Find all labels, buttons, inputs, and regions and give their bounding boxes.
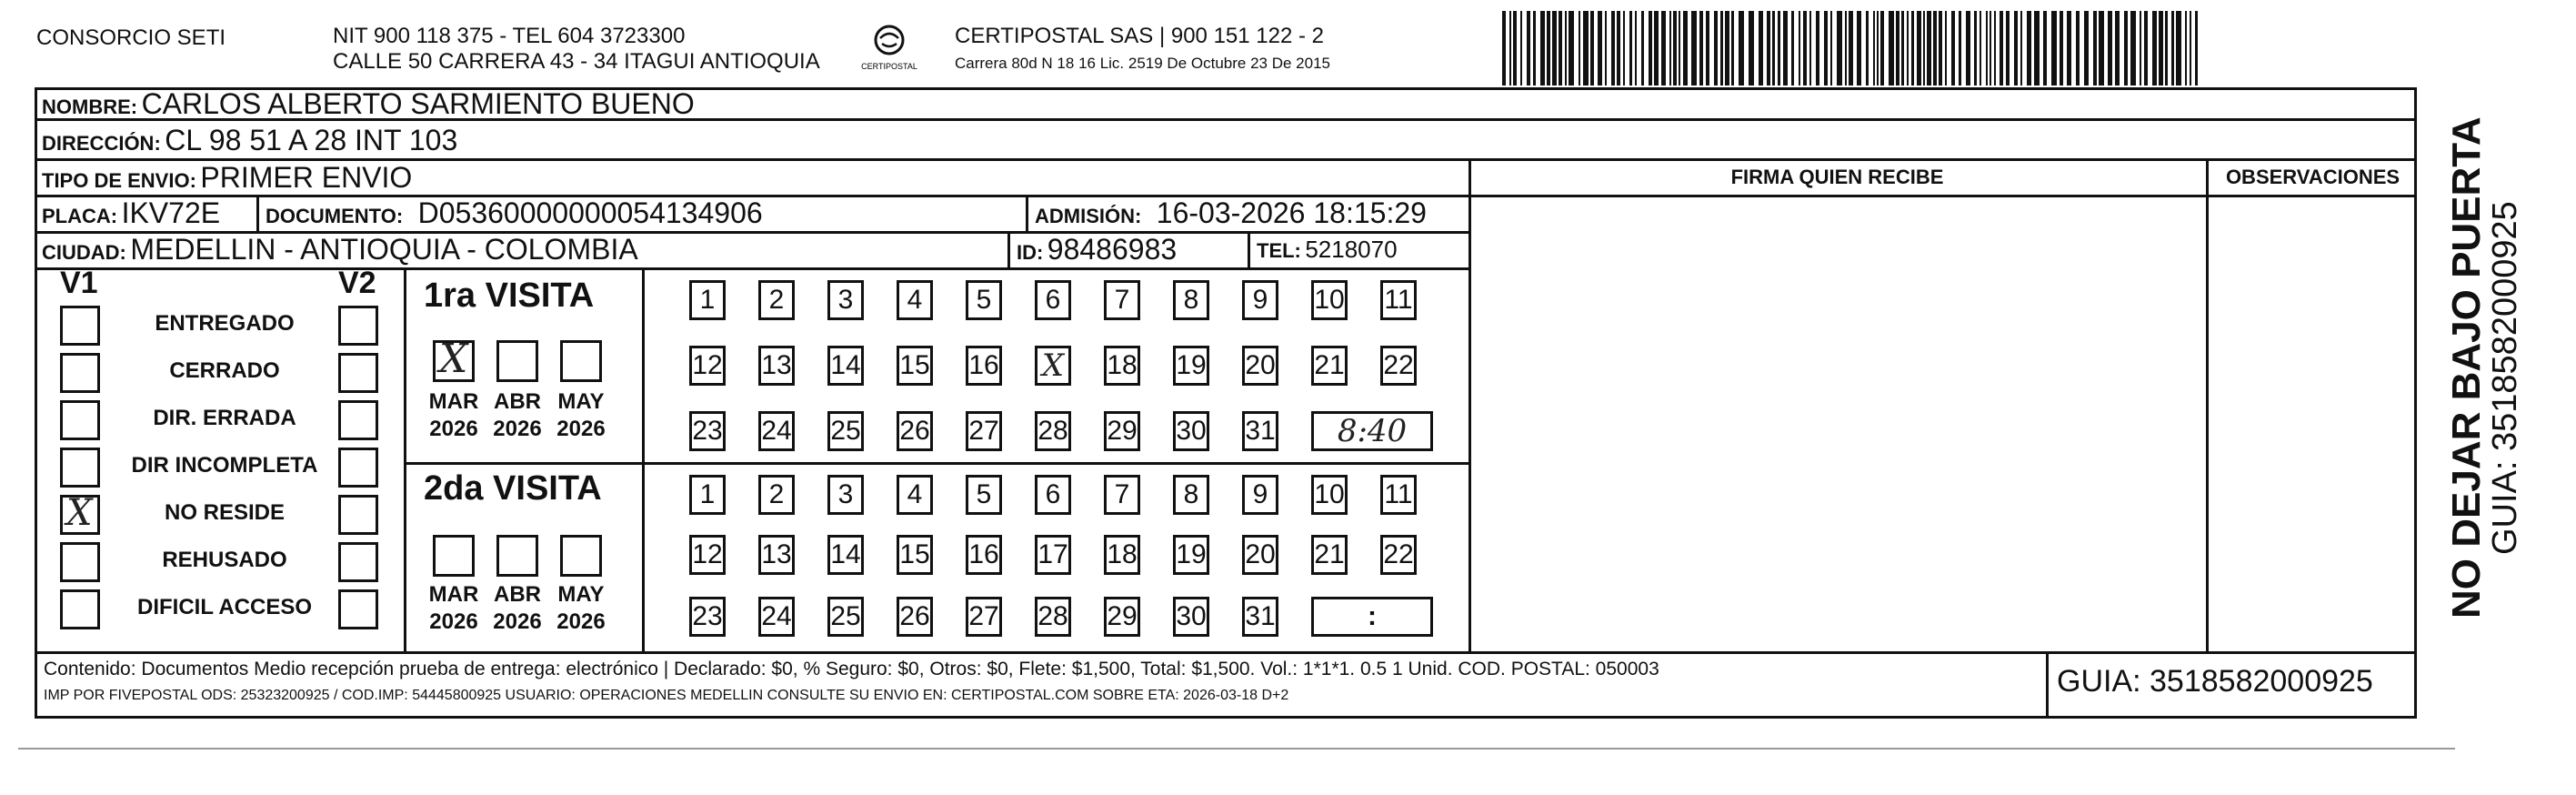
admision-value: 16-03-2026 18:15:29 <box>1156 196 1427 229</box>
v1-check-mark: X <box>66 492 93 534</box>
first-visit-day-box[interactable]: 19 <box>1173 346 1209 386</box>
first-visit-month-checkbox[interactable] <box>433 336 475 382</box>
side-guia: GUIA: 3518582000925 <box>2486 201 2524 555</box>
v1-checkbox[interactable] <box>60 448 100 488</box>
first-visit-month-mark: X <box>439 336 468 382</box>
first-visit-day-box[interactable]: 23 <box>689 411 726 451</box>
tipo-envio-label: TIPO DE ENVIO: <box>42 169 196 192</box>
status-label: CERRADO <box>169 358 280 383</box>
v2-label: V2 <box>338 266 376 300</box>
first-visit-day-box[interactable]: 9 <box>1242 280 1278 320</box>
first-visit-day-box[interactable]: 29 <box>1104 411 1140 451</box>
second-visit-day-box[interactable]: 24 <box>758 597 795 637</box>
second-visit-day-box[interactable]: 20 <box>1242 535 1278 575</box>
first-visit-time-box[interactable] <box>1311 411 1433 451</box>
status-label: ENTREGADO <box>155 311 295 336</box>
observaciones-header: OBSERVACIONES <box>2225 166 2401 188</box>
second-visit-day-box[interactable]: 11 <box>1380 475 1417 515</box>
v1-checkbox[interactable] <box>60 589 100 629</box>
first-visit-day-box[interactable]: 16 <box>966 346 1002 386</box>
second-visit-day-box[interactable]: 21 <box>1311 535 1348 575</box>
second-visit-day-box[interactable]: 16 <box>966 535 1002 575</box>
v1-checkbox[interactable] <box>60 353 100 393</box>
second-visit-day-box[interactable]: 10 <box>1311 475 1348 515</box>
placa-label: PLACA: <box>42 205 118 227</box>
no-dejar-bajo-puerta: NO DEJAR BAJO PUERTA <box>2444 116 2489 619</box>
id-label: ID: <box>1017 241 1044 264</box>
second-visit-year-label: 2026 <box>429 609 478 634</box>
first-visit-day-box[interactable]: 20 <box>1242 346 1278 386</box>
status-label: DIR. ERRADA <box>153 406 296 430</box>
barcode <box>1502 11 2202 86</box>
v2-checkbox[interactable] <box>338 589 378 629</box>
second-visit-month-label: ABR <box>494 582 541 607</box>
v2-checkbox[interactable] <box>338 353 378 393</box>
v2-checkbox[interactable] <box>338 542 378 582</box>
first-visit-day-box[interactable]: 8 <box>1173 280 1209 320</box>
first-visit-day-box[interactable]: 27 <box>966 411 1002 451</box>
documento-label: DOCUMENTO: <box>266 205 404 227</box>
second-visit-day-box[interactable]: 1 <box>689 475 726 515</box>
admision-label: ADMISIÓN: <box>1035 205 1142 227</box>
first-visit-day-box[interactable]: 6 <box>1035 280 1071 320</box>
cut-line <box>18 748 2455 750</box>
company-name: CONSORCIO SETI <box>36 25 226 50</box>
status-label: DIR INCOMPLETA <box>131 453 318 478</box>
v1-checkbox[interactable] <box>60 492 100 535</box>
first-visit-day-box[interactable]: 30 <box>1173 411 1209 451</box>
second-visit-day-box[interactable]: 17 <box>1035 535 1071 575</box>
imp-text: IMP POR FIVEPOSTAL ODS: 25323200925 / COD.IMP: 54445800925 USUARIO: OPERACIONES MEDELLIN CONSULTE SU ENVIO EN: CERTIPOSTAL.COM SOBRE ETA: 2026-03-18 D+2 <box>44 688 1289 703</box>
second-visit-day-box[interactable]: 14 <box>827 535 864 575</box>
first-visit-day-box[interactable]: 25 <box>827 411 864 451</box>
firma-header: FIRMA QUIEN RECIBE <box>1730 166 1944 188</box>
second-visit-day-box[interactable]: 3 <box>827 475 864 515</box>
second-visit-day-box[interactable]: 5 <box>966 475 1002 515</box>
guia-footer: GUIA: 3518582000925 <box>2057 664 2373 699</box>
direccion-value: CL 98 51 A 28 INT 103 <box>165 124 458 156</box>
certipostal-logo <box>860 20 918 78</box>
first-visit-time-text: 8:40 <box>1337 413 1408 449</box>
first-visit-day-mark: X <box>1041 347 1065 384</box>
id-value: 98486983 <box>1047 233 1178 266</box>
first-visit-month-label: MAR <box>428 389 479 414</box>
first-visit-day-box[interactable]: 4 <box>897 280 933 320</box>
admision-field <box>1035 196 1427 236</box>
v2-checkbox[interactable] <box>338 495 378 535</box>
second-visit-day-box[interactable]: 15 <box>897 535 933 575</box>
v1-checkbox[interactable] <box>60 400 100 440</box>
second-visit-day-box[interactable]: 29 <box>1104 597 1140 637</box>
documento-field <box>266 196 763 236</box>
second-visit-day-box[interactable]: 6 <box>1035 475 1071 515</box>
first-visit-year-label: 2026 <box>556 417 606 441</box>
ciudad-label: CIUDAD: <box>42 241 126 264</box>
first-visit-day-box[interactable]: 10 <box>1311 280 1348 320</box>
second-visit-day-box[interactable]: 23 <box>689 597 726 637</box>
second-visit-day-box[interactable]: 25 <box>827 597 864 637</box>
v1-label: V1 <box>60 266 98 300</box>
first-visit-day-box[interactable]: 14 <box>827 346 864 386</box>
contenido-text: Contenido: Documentos Medio recepción prueba de entrega: electrónico | Declarado: $0, % Seguro: $0, Otros: $0, Flete: $1,500, Total: $1,500. Vol.: 1*1*1. 0.5 1 Unid. COD. POSTAL: 050003 <box>44 659 1659 679</box>
second-visit-time-text: : <box>1368 601 1377 631</box>
first-visit-day-box[interactable]: 7 <box>1104 280 1140 320</box>
v2-checkbox[interactable] <box>338 306 378 346</box>
second-visit-day-box[interactable]: 4 <box>897 475 933 515</box>
second-visit-year-label: 2026 <box>556 609 606 634</box>
ciudad-value: MEDELLIN - ANTIOQUIA - COLOMBIA <box>130 233 638 266</box>
v1-checkbox[interactable] <box>60 306 100 346</box>
second-visit-month-label: MAY <box>557 582 605 607</box>
first-visit-year-label: 2026 <box>429 417 478 441</box>
second-visit-day-box[interactable]: 26 <box>897 597 933 637</box>
second-visit-day-box[interactable]: 19 <box>1173 535 1209 575</box>
second-visit-year-label: 2026 <box>493 609 542 634</box>
second-visit-day-box[interactable]: 7 <box>1104 475 1140 515</box>
first-visit-day-box[interactable]: 1 <box>689 280 726 320</box>
first-visit-day-box[interactable]: 12 <box>689 346 726 386</box>
first-visit-day-box[interactable]: 15 <box>897 346 933 386</box>
v2-checkbox[interactable] <box>338 400 378 440</box>
second-visit-month-checkbox[interactable] <box>496 535 538 577</box>
first-visit-day-box[interactable] <box>1035 346 1071 386</box>
first-visit-month-checkbox[interactable] <box>496 340 538 382</box>
nombre-label: NOMBRE: <box>42 96 138 118</box>
first-visit-day-box[interactable]: 13 <box>758 346 795 386</box>
first-visit-day-box[interactable]: 21 <box>1311 346 1348 386</box>
second-visit-month-checkbox[interactable] <box>433 535 475 577</box>
tipo-envio-field <box>42 161 412 200</box>
direccion-field <box>42 124 457 163</box>
second-visit-day-box[interactable]: 12 <box>689 535 726 575</box>
second-visit-day-box[interactable]: 13 <box>758 535 795 575</box>
second-visit-month-label: MAR <box>428 582 479 607</box>
placa-value: IKV72E <box>121 196 221 229</box>
tel-value: 5218070 <box>1305 236 1398 263</box>
tipo-envio-value: PRIMER ENVIO <box>200 161 413 194</box>
second-visit-month-checkbox[interactable] <box>560 535 602 577</box>
tel-field <box>1257 233 1398 270</box>
first-visit-day-box[interactable]: 28 <box>1035 411 1071 451</box>
first-visit-month-label: MAY <box>557 389 605 414</box>
second-visit-day-box[interactable]: 22 <box>1380 535 1417 575</box>
second-visit-day-box[interactable]: 2 <box>758 475 795 515</box>
v1-checkbox[interactable] <box>60 542 100 582</box>
second-visit-day-box[interactable]: 9 <box>1242 475 1278 515</box>
status-label: REHUSADO <box>162 548 287 572</box>
second-visit-day-box[interactable]: 31 <box>1242 597 1278 637</box>
second-visit-day-box[interactable]: 27 <box>966 597 1002 637</box>
id-field <box>1017 233 1177 272</box>
first-visit-day-box[interactable]: 24 <box>758 411 795 451</box>
nombre-value: CARLOS ALBERTO SARMIENTO BUENO <box>141 87 695 120</box>
first-visit-day-box[interactable]: 3 <box>827 280 864 320</box>
first-visit-day-box[interactable]: 5 <box>966 280 1002 320</box>
documento-value: D05360000000054134906 <box>417 196 763 229</box>
second-visit-title: 2da VISITA <box>424 469 602 508</box>
placa-field <box>42 196 220 236</box>
nit-line: NIT 900 118 375 - TEL 604 3723300 <box>333 24 686 48</box>
nombre-field <box>42 87 695 126</box>
certipostal-line: CERTIPOSTAL SAS | 900 151 122 - 2 <box>955 24 1324 48</box>
direccion-label: DIRECCIÓN: <box>42 132 161 155</box>
first-visit-day-box[interactable]: 18 <box>1104 346 1140 386</box>
first-visit-day-box[interactable]: 26 <box>897 411 933 451</box>
first-visit-title: 1ra VISITA <box>424 277 595 315</box>
first-visit-day-box[interactable]: 31 <box>1242 411 1278 451</box>
first-visit-month-checkbox[interactable] <box>560 340 602 382</box>
second-visit-day-box[interactable]: 18 <box>1104 535 1140 575</box>
status-label: NO RESIDE <box>164 500 286 525</box>
first-visit-day-box[interactable]: 11 <box>1380 280 1417 320</box>
license-line: Carrera 80d N 18 16 Lic. 2519 De Octubre 23 De 2015 <box>955 55 1330 72</box>
second-visit-time-box[interactable] <box>1311 597 1433 637</box>
first-visit-day-box[interactable]: 22 <box>1380 346 1417 386</box>
first-visit-year-label: 2026 <box>493 417 542 441</box>
svg-text:CERTIPOSTAL: CERTIPOSTAL <box>861 62 917 71</box>
v2-checkbox[interactable] <box>338 448 378 488</box>
address-line: CALLE 50 CARRERA 43 - 34 ITAGUI ANTIOQUIA <box>333 49 820 74</box>
second-visit-day-box[interactable]: 30 <box>1173 597 1209 637</box>
tel-label: TEL: <box>1257 239 1301 262</box>
first-visit-month-label: ABR <box>494 389 541 414</box>
second-visit-day-box[interactable]: 8 <box>1173 475 1209 515</box>
second-visit-day-box[interactable]: 28 <box>1035 597 1071 637</box>
first-visit-day-box[interactable]: 2 <box>758 280 795 320</box>
status-label: DIFICIL ACCESO <box>136 595 312 619</box>
